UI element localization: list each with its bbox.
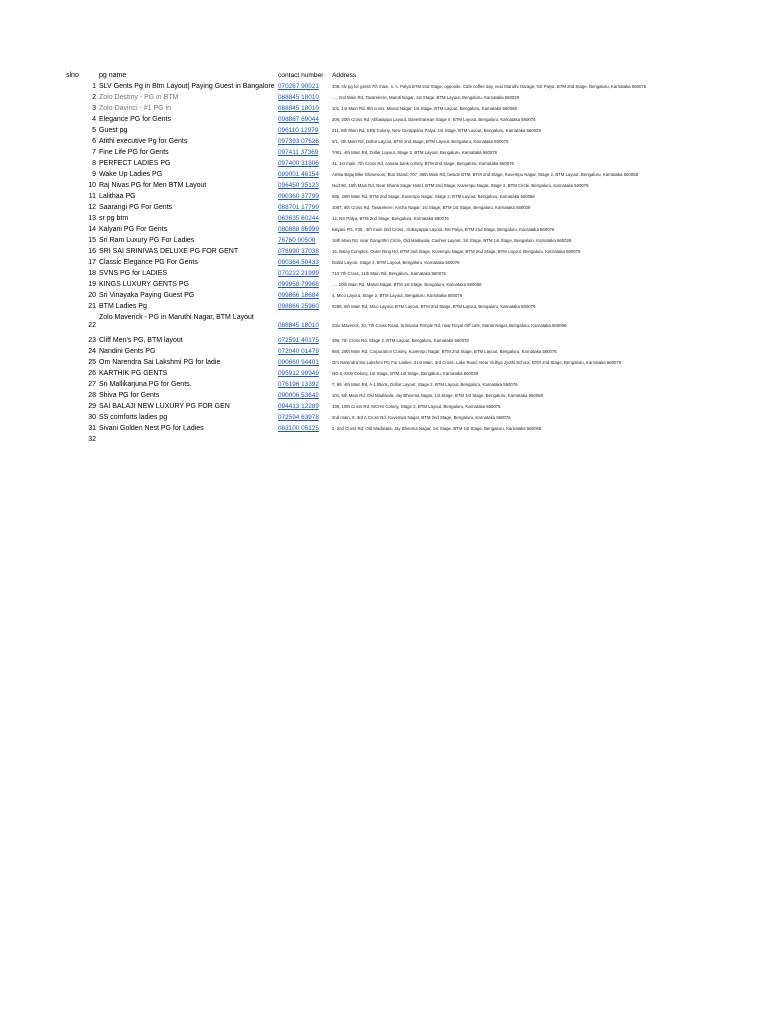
address-cell: NO 5, KEB Colony, 1st Stage, BTM 1st Stage, Bengaluru, Karnataka 560029 <box>332 371 479 376</box>
contact-number-cell <box>278 290 330 301</box>
contact-number-link[interactable]: 095912 99949 <box>278 370 319 377</box>
address-cell: 1087, 6th Cross Rd, Tavarekere, Ancha Nagar, 1st Stage, BTM 1st Stage, Bengaluru, Karnataka 560029 <box>332 205 531 210</box>
address-cell: 396, 7th Cross Rd, Stage 2, BTM Layout, Bengaluru, Karnataka 560076 <box>332 338 469 343</box>
pg-name-cell: SLV Gents Pg in Btm Layout| Paying Guest in Bangalore <box>99 83 275 90</box>
table-row <box>0 136 768 147</box>
pg-name-cell: SS comforts ladies pg <box>99 414 168 421</box>
table-row <box>0 213 768 224</box>
contact-number-link[interactable]: 088845 18010 <box>278 105 319 112</box>
pg-name-cell: sr pg btm <box>99 215 129 222</box>
contact-number-link[interactable]: 098866 25960 <box>278 303 319 310</box>
address-cell: Zolo Maverick, 20, 7th Cross Road, Srinivasa Temple Rd, near Royal cliff cafe, Maruti Nagar, Bengaluru, Karnataka 560068 <box>332 323 567 328</box>
table-row <box>0 169 768 180</box>
table-row <box>0 92 768 103</box>
table-row <box>0 290 768 301</box>
pg-name-cell: KARTHIK PG GENTS <box>99 370 168 377</box>
table-row <box>0 202 768 213</box>
pg-name-cell: Lalithaa PG <box>99 193 136 200</box>
pg-name-cell: Kalyani PG For Gents <box>99 226 168 233</box>
pg-name-cell: Sri Vinayaka Paying Guest PG <box>99 292 195 299</box>
pg-name-cell: Cliff Men's PG, BTM layout <box>99 337 183 344</box>
contact-number-cell <box>278 147 330 158</box>
address-cell: 710 7th Cross, 11th Main Rd, Bengaluru, Karnataka 560076 <box>332 271 446 276</box>
row-number: 18 <box>88 270 96 277</box>
address-cell: Amba Bajaj Bike Showroom, Bus Stand, 707, 36th Main Rd, beside BTM, BTM 2nd Stage, Kuvempu Nagar, Stage 2, BTM Layout, Bengaluru, Karnataka 560068 <box>332 172 638 177</box>
table-row <box>0 103 768 114</box>
contact-number-cell <box>278 379 330 390</box>
pg-name-cell: Guest pg <box>99 127 128 134</box>
contact-number-link[interactable]: 078990 37038 <box>278 248 319 255</box>
address-cell: Dollar Layout, Stage 2, BTM Layout, Bengaluru, Karnataka 560076 <box>332 260 460 265</box>
contact-number-link[interactable]: 083100 05125 <box>278 425 319 432</box>
pg-name-cell: BTM Ladies Pg <box>99 303 147 310</box>
header-row <box>0 70 768 81</box>
pg-name-cell: Fine Life PG for Gents <box>99 149 169 156</box>
contact-number-cell <box>278 202 330 213</box>
row-number: 1 <box>92 83 96 90</box>
table-row <box>0 158 768 169</box>
row-number: 2 <box>92 94 96 101</box>
contact-number-cell <box>278 423 330 434</box>
row-number: 3 <box>92 105 96 112</box>
address-cell: 16th Main Rd, near Gangothri Circle, Old Madiwala, Cashier Layout, 1st Stage, BTM 1st Stage, Bengaluru, Karnataka 560029 <box>332 238 572 243</box>
table-row <box>0 279 768 290</box>
address-cell: 5/1, 4th Main Rd, Dollar Layout, BTM 2nd Stage, BTM Layout, Bengaluru, Karnataka 560076 <box>332 139 509 144</box>
row-number: 22 <box>88 322 96 329</box>
contact-number-cell <box>278 390 330 401</box>
row-number: 19 <box>88 281 96 288</box>
row-number: 10 <box>88 182 96 189</box>
contact-number-link[interactable]: 070222 21999 <box>278 270 319 277</box>
header-slno: slno <box>66 72 79 79</box>
contact-number-cell <box>278 125 330 136</box>
contact-number-cell <box>278 301 330 312</box>
contact-number-link[interactable]: 088701 17799 <box>278 204 319 211</box>
address-cell: 211, 6th Main Rd, KEB Colony, New Gurappana Palya, 1st Stage, BTM Layout, Bengaluru, Karnataka 560029 <box>332 128 541 133</box>
contact-number-cell <box>278 213 330 224</box>
address-cell: 7, 89, 4th Main Rd, A-1 Block, Dollar Layout, Stage 2, BTM Layout, Bengaluru, Karnataka 560076 <box>332 382 518 387</box>
pg-name-cell: Saarangi PG For Gents <box>99 204 173 211</box>
contact-number-link[interactable]: 088845 18010 <box>278 322 319 329</box>
contact-number-cell <box>278 412 330 423</box>
contact-number-cell <box>278 191 330 202</box>
row-number: 6 <box>92 138 96 145</box>
address-cell: …, 2nd Main Rd, Tavarekere, Maruti Nagar, 1st Stage, BTM Layout, Bengaluru, Karnataka 560029 <box>332 95 520 100</box>
row-number: 17 <box>88 259 96 266</box>
address-cell: 4, Mico Layout, Stage 2, BTM Layout, Bengaluru, Karnataka 560076 <box>332 293 463 298</box>
table-row <box>0 301 768 312</box>
table-row <box>0 390 768 401</box>
address-cell: 14, NS Palya, BTM 2nd Stage, Bengaluru, Karnataka 560076 <box>332 216 449 221</box>
contact-number-link[interactable]: 090360 37799 <box>278 193 319 200</box>
row-number: 23 <box>88 337 96 344</box>
contact-number-link[interactable]: 094413 12289 <box>278 403 319 410</box>
header-address: Address <box>332 72 357 79</box>
contact-number-cell <box>278 103 330 114</box>
table-body <box>0 81 768 445</box>
contact-number-link[interactable]: 072594 63978 <box>278 414 319 421</box>
pg-name-cell: Om Narendra Sai Lakshmi PG for ladie <box>99 359 221 366</box>
table-row <box>0 180 768 191</box>
contact-number-cell <box>278 180 330 191</box>
table-row <box>0 346 768 357</box>
address-cell: 41, 1st main, 7th Cross Rd, canara bank colony, BTM 2nd Stage, Bengaluru, Karnataka 560076 <box>332 161 514 166</box>
row-number: 5 <box>92 127 96 134</box>
contact-number-cell <box>278 136 330 147</box>
contact-number-cell <box>278 114 330 125</box>
row-number: 25 <box>88 359 96 366</box>
address-cell: #288, 6th Main Rd, Mico Layout, BTM Layout, BTM 2nd Stage, BTM Layout, Bengaluru, Karnataka 560076 <box>332 304 536 309</box>
table-row <box>0 379 768 390</box>
pg-name-cell: Nandini Gents PG <box>99 348 156 355</box>
row-number: 32 <box>88 436 96 443</box>
contact-number-link[interactable]: 063635 60244 <box>278 215 319 222</box>
row-number: 28 <box>88 392 96 399</box>
table-row <box>0 257 768 268</box>
header-pg-name: pg name <box>99 72 127 79</box>
contact-number-link[interactable]: 070267 90021 <box>278 83 319 90</box>
row-number: 15 <box>88 237 96 244</box>
contact-number-cell <box>278 268 330 279</box>
contact-number-cell <box>278 368 330 379</box>
row-number: 24 <box>88 348 96 355</box>
contact-number-link[interactable]: 76760 00500 <box>278 237 316 244</box>
contact-number-link[interactable]: 072591 40175 <box>278 337 319 344</box>
pg-name-cell: Wake Up Ladies PG <box>99 171 163 178</box>
pg-name-cell: PERFECT LADIES PG <box>99 160 171 167</box>
pg-name-cell: Classic Elegance PG For Gents <box>99 259 198 266</box>
row-number: 26 <box>88 370 96 377</box>
contact-number-cell <box>278 279 330 290</box>
pg-name-cell: SVNS PG for LADIES <box>99 270 168 277</box>
table-row <box>0 423 768 434</box>
table-row <box>0 235 768 246</box>
contact-number-cell <box>278 257 330 268</box>
row-number: 7 <box>92 149 96 156</box>
contact-number-link[interactable]: 080888 86999 <box>278 226 319 233</box>
table-row <box>0 224 768 235</box>
pg-name-cell: Sivani Golden Nest PG for Ladies <box>99 425 204 432</box>
contact-number-link[interactable]: 099001 46154 <box>278 171 319 178</box>
table-row <box>0 357 768 368</box>
row-number: 27 <box>88 381 96 388</box>
contact-number-cell <box>278 357 330 368</box>
contact-number-cell <box>278 158 330 169</box>
contact-number-cell <box>278 401 330 412</box>
table-row <box>0 191 768 202</box>
pg-name-cell: SAI BALAJI NEW LUXURY PG FOR GEN <box>99 403 230 410</box>
row-number: 12 <box>88 204 96 211</box>
pg-name-cell: Zolo Maverick - PG in Maruthi Nagar, BTM Layout <box>99 314 254 321</box>
pg-name-cell: Elegance PG for Gents <box>99 116 171 123</box>
contact-number-link[interactable]: 097411 37369 <box>278 149 319 156</box>
row-number: 13 <box>88 215 96 222</box>
table-row <box>0 114 768 125</box>
contact-number-cell <box>278 81 330 92</box>
address-cell: 660, 29th Main Rd, Corporation Colony, Kuvempu Nagar, BTM 2nd Stage, BTM Layout, Bengaluru, Karnataka 560076 <box>332 349 557 354</box>
contact-number-link[interactable]: 090006 53642 <box>278 392 319 399</box>
contact-number-link[interactable]: 098867 69044 <box>278 116 319 123</box>
address-cell: 408, slv pg for gents 7th main, n. s. Palya,BTM 2nd Stage, opposite: Cafe coffee day, next Maruthi Garage, NS Palya, BTM 2nd Stage, Bengaluru, Karnataka 560076 <box>332 84 647 89</box>
pg-name-cell: Sri Ram Luxury PG For Ladies <box>99 237 195 244</box>
table-row <box>0 401 768 412</box>
address-cell: 190, 10th Cross Rd, MCHS Colony, Stage 2, BTM Layout, Bengaluru, Karnataka 560076 <box>332 404 501 409</box>
row-number: 8 <box>92 160 96 167</box>
contact-number-cell <box>278 335 330 346</box>
contact-number-link[interactable]: 096110 12979 <box>278 127 319 134</box>
pg-name-cell: KINGS LUXURY GENTS PG <box>99 281 189 288</box>
row-number: 20 <box>88 292 96 299</box>
row-number: 16 <box>88 248 96 255</box>
table-row <box>0 81 768 92</box>
contact-number-cell <box>278 235 330 246</box>
contact-number-link[interactable]: 097400 31806 <box>278 160 319 167</box>
contact-number-link[interactable]: 096450 35123 <box>278 182 319 189</box>
address-cell: 2, 2nd Cross Rd, Old Madiwala, Jay Bheema Nagar, 1st Stage, BTM 1st Stage, Bengaluru, Karnataka 560068 <box>332 426 542 431</box>
contact-number-cell <box>278 92 330 103</box>
spreadsheet <box>0 70 768 445</box>
contact-number-link[interactable]: 076196 13392 <box>278 381 319 388</box>
row-number: 30 <box>88 414 96 421</box>
address-cell: 101, 6th Main Rd, Old Madiwala, Jay Bheema Nagar, 1st Stage, BTM 1st Stage, Bengaluru, Karnataka 560068 <box>332 393 543 398</box>
contact-number-cell <box>278 320 330 331</box>
table-row <box>0 268 768 279</box>
table-row <box>0 246 768 257</box>
contact-number-cell <box>278 346 330 357</box>
pg-name-cell: Zolo Destiny - PG in BTM <box>99 94 179 101</box>
table-row <box>0 147 768 158</box>
pg-name-cell: SRI SAI SRINIVAS DELUXE PG FOR GENT <box>99 248 239 255</box>
contact-number-link[interactable]: 099866 18684 <box>278 292 319 299</box>
pg-name-cell: Atithi executive Pg for Gents <box>99 138 188 145</box>
table-row <box>0 368 768 379</box>
row-number: 21 <box>88 303 96 310</box>
table-row <box>0 434 768 445</box>
contact-number-link[interactable]: 090660 94401 <box>278 359 319 366</box>
address-cell: …, 20th Main Rd, Maruti Nagar, BTM 1st Stage, Bengaluru, Karnataka 560068 <box>332 282 482 287</box>
row-number: 14 <box>88 226 96 233</box>
pg-name-cell: Shiva PG for Gents <box>99 392 160 399</box>
table-row <box>0 125 768 136</box>
address-cell: No/190, 16th Main Rd, Near Shanti Sagar Hotel, BTM 2nd Stage, Kuvempu Nagar, Stage 2, BTM Circle, Bengaluru, Karnataka 560076 <box>332 183 589 188</box>
table-row <box>0 335 768 346</box>
contact-number-cell <box>278 246 330 257</box>
address-cell: 206, 20th Cross Rd, Abbaiappa Layout, Baneshankari Stage II, BTM Layout, Bengaluru, Karnataka 560076 <box>332 117 536 122</box>
contact-number-cell <box>278 224 330 235</box>
table-row <box>0 412 768 423</box>
contact-number-link[interactable]: 072040 01479 <box>278 348 319 355</box>
contact-number-link[interactable]: 099958 79966 <box>278 281 319 288</box>
pg-name-cell: Sri Mallikarjuna PG for Gents. <box>99 381 192 388</box>
pg-name-cell: Zolo Davinci - #1 PG in <box>99 105 171 112</box>
table-row <box>0 312 768 335</box>
address-cell: Om Narendra Sai Lakshmi PG For Ladies, 31st Main, 3rd Cross, Lake Road, Near Vidhya Jyothi School, BTM 2nd Stage, Bengaluru, Karnataka 560076 <box>332 360 622 365</box>
contact-number-link[interactable]: 090364 50433 <box>278 259 319 266</box>
address-cell: 7/8/1, 4th Main Rd, Dollar Layout, Stage 2, BTM Layout, Bengaluru, Karnataka 560076 <box>332 150 498 155</box>
row-number: 9 <box>92 171 96 178</box>
address-cell: kalyani PG, #36 , 4th main 2nd Cross , Abbayappa Layout, NS Palya, BTM 2nd Stage, Bengaluru, Karnataka 560076 <box>332 227 555 232</box>
address-cell: 685, 29th Main Rd, BTM 2nd Stage, Kuvempu Nagar, Stage 2, BTM Layout, Bengaluru, Karnataka 560068 <box>332 194 535 199</box>
row-number: 4 <box>92 116 96 123</box>
row-number: 31 <box>88 425 96 432</box>
address-cell: 2nd main, 8, 3rd A Cross Rd, Kuvempu Nagar, BTM 2nd Stage, Bengaluru, Karnataka 560076 <box>332 415 511 420</box>
address-cell: 16, Balaji Complex, Outer Ring Rd, BTM 2nd Stage, Kuvempu Nagar, BTM 2nd Stage, BTM Layout, Bengaluru, Karnataka 560076 <box>332 249 581 254</box>
contact-number-cell <box>278 169 330 180</box>
row-number: 11 <box>88 193 96 200</box>
address-cell: 101, 1st Main Rd, 8th cross, Maruti Nagar, 1st Stage, BTM Layout, Bengaluru, Karnataka 560068 <box>332 106 517 111</box>
row-number: 29 <box>88 403 96 410</box>
header-contact-number: contact number <box>278 72 324 79</box>
contact-number-link[interactable]: 088845 18010 <box>278 94 319 101</box>
pg-name-cell: Raj Nivas PG for Men BTM Layout <box>99 182 207 189</box>
contact-number-link[interactable]: 097393 07626 <box>278 138 319 145</box>
